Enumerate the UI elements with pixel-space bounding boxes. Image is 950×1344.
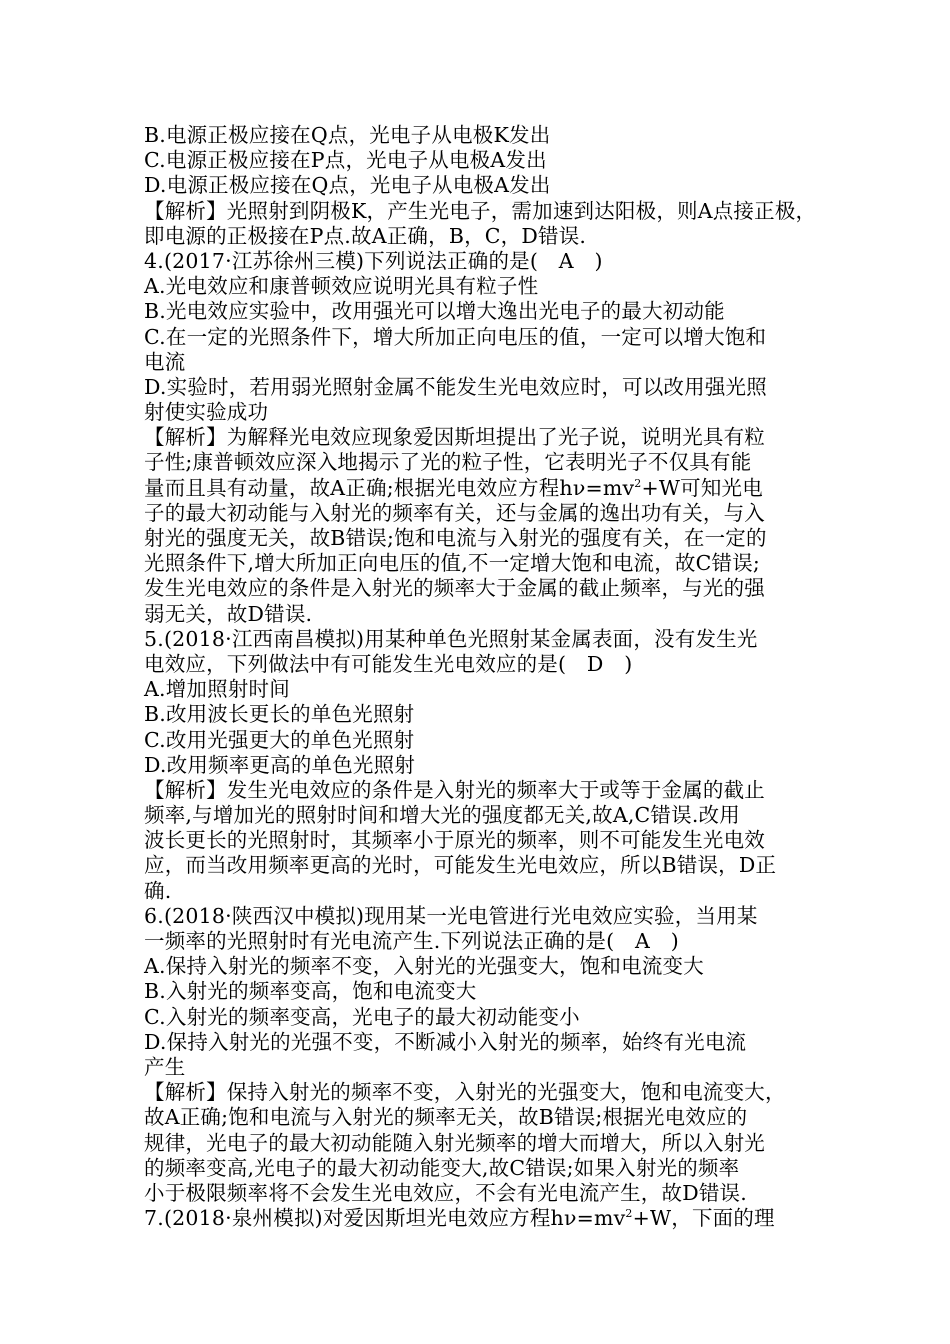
q6-option-b: [144, 979, 824, 1004]
q4-option-c: [144, 325, 824, 375]
q6-option-c: [144, 1005, 824, 1030]
text-line: 产生: [144, 1054, 186, 1079]
q4-stem: [144, 249, 824, 274]
text-line: D.保持入射光的光强不变，不断减小入射光的频率，始终有光电流: [144, 1029, 747, 1054]
text-line: D.电源正极应接在Q点，光电子从电极A发出: [144, 173, 551, 198]
q3-analysis: [144, 199, 824, 249]
text-line: 子的最大初动能与入射光的频率有关，还与金属的逸出功有关，与入: [144, 500, 765, 525]
text-line: 一频率的光照射时有光电流产生.下列说法正确的是( A ): [144, 929, 679, 953]
text-line: 弱无关，故D错误.: [144, 601, 313, 626]
text-line: 射使实验成功: [144, 400, 269, 425]
text-line: A.光电效应和康普顿效应说明光具有粒子性: [144, 274, 539, 299]
text-line: A.增加照射时间: [144, 677, 290, 702]
text-line: 电效应，下列做法中有可能发生光电效应的是( D ): [144, 651, 633, 676]
q6-analysis: [144, 1080, 824, 1206]
q3-option-d: [144, 173, 824, 198]
q7-stem: [144, 1206, 824, 1231]
document-body: [144, 123, 824, 1231]
text-line: D.实验时，若用弱光照射金属不能发生光电效应时，可以改用强光照: [144, 374, 767, 399]
q4-option-a: [144, 274, 824, 299]
q4-analysis: [144, 425, 824, 627]
text-line: 【解析】发生光电效应的条件是入射光的频率大于或等于金属的截止: [144, 777, 765, 802]
text-line: 即电源的正极接在P点.故A正确，B，C，D错误.: [144, 223, 587, 248]
q4-option-d: [144, 375, 824, 425]
text-line: C.电源正极应接在P点，光电子从电极A发出: [144, 148, 547, 173]
text-line: 光照条件下,增大所加正向电压的值,不一定增大饱和电流，故C错误;: [144, 551, 761, 576]
text-line: C.在一定的光照条件下，增大所加正向电压的值，一定可以增大饱和: [144, 324, 767, 349]
text-line: 波长更长的光照射时，其频率小于原光的频率，则不可能发生光电效: [144, 828, 765, 853]
text-line: C.改用光强更大的单色光照射: [144, 727, 415, 752]
text-line: A.保持入射光的频率不变，入射光的光强变大，饱和电流变大: [144, 954, 704, 979]
text-line: 【解析】为解释光电效应现象爱因斯坦提出了光子说，说明光具有粒: [144, 425, 765, 450]
text-line: 4.(2017·江苏徐州三模)下列说法正确的是( A ): [144, 248, 603, 273]
text-line: D.改用频率更高的单色光照射: [144, 752, 416, 777]
text-line: 量而且具有动量，故A正确;根据光电效应方程$h\nu=mv^2+W$可知光电: [144, 475, 763, 500]
q5-option-d: [144, 753, 824, 778]
q5-option-c: [144, 728, 824, 753]
text-line: 规律，光电子的最大初动能随入射光频率的增大而增大，所以入射光: [144, 1130, 765, 1155]
q6-option-d: [144, 1030, 824, 1080]
text-line: 发生光电效应的条件是入射光的频率大于金属的截止频率，与光的强: [144, 576, 765, 601]
q5-analysis: [144, 778, 824, 904]
q5-option-a: [144, 677, 824, 702]
text-line: B.入射光的频率变高，饱和电流变大: [144, 979, 477, 1004]
text-line: 6.(2018·陕西汉中模拟)现用某一光电管进行光电效应实验，当用某: [144, 903, 758, 928]
text-line: B.电源正极应接在Q点，光电子从电极K发出: [144, 123, 551, 147]
text-line: 频率,与增加光的照射时间和增大光的强度都无关,故A,C错误.改用: [144, 803, 740, 828]
text-line: B.光电效应实验中，改用强光可以增大逸出光电子的最大初动能: [144, 299, 725, 324]
q5-option-b: [144, 702, 824, 727]
text-line: 应，而当改用频率更高的光时，可能发生光电效应，所以B错误，D正: [144, 853, 777, 878]
text-line: B.改用波长更长的单色光照射: [144, 702, 415, 727]
q4-option-b: [144, 299, 824, 324]
q6-option-a: [144, 954, 824, 979]
text-line: 子性;康普顿效应深入地揭示了光的粒子性，它表明光子不仅具有能: [144, 450, 752, 475]
text-line: 电流: [144, 349, 186, 374]
q6-stem: [144, 904, 824, 954]
q3-option-b: [144, 123, 824, 148]
text-line: 【解析】保持入射光的频率不变，入射光的光强变大，饱和电流变大，: [144, 1080, 786, 1105]
text-line: 5.(2018·江西南昌模拟)用某种单色光照射某金属表面，没有发生光: [144, 626, 758, 651]
text-line: 的频率变高,光电子的最大初动能变大,故C错误;如果入射光的频率: [144, 1155, 740, 1180]
text-line: 故A正确;饱和电流与入射光的频率无关，故B错误;根据光电效应的: [144, 1105, 748, 1130]
q3-option-c: [144, 148, 824, 173]
text-line: 【解析】光照射到阴极K，产生光电子，需加速到达阳极，则A点接正极，: [144, 198, 817, 223]
text-line: 小于极限频率将不会发生光电效应，不会有光电流产生，故D错误.: [144, 1180, 747, 1205]
text-line: C.入射光的频率变高，光电子的最大初动能变小: [144, 1004, 580, 1029]
text-line: 确.: [144, 878, 172, 903]
q5-stem: [144, 627, 824, 677]
text-line: 射光的强度无关，故B错误;饱和电流与入射光的强度有关，在一定的: [144, 526, 767, 550]
text-line: 7.(2018·泉州模拟)对爱因斯坦光电效应方程$h\nu=mv^2+W$，下面的理: [144, 1206, 775, 1231]
